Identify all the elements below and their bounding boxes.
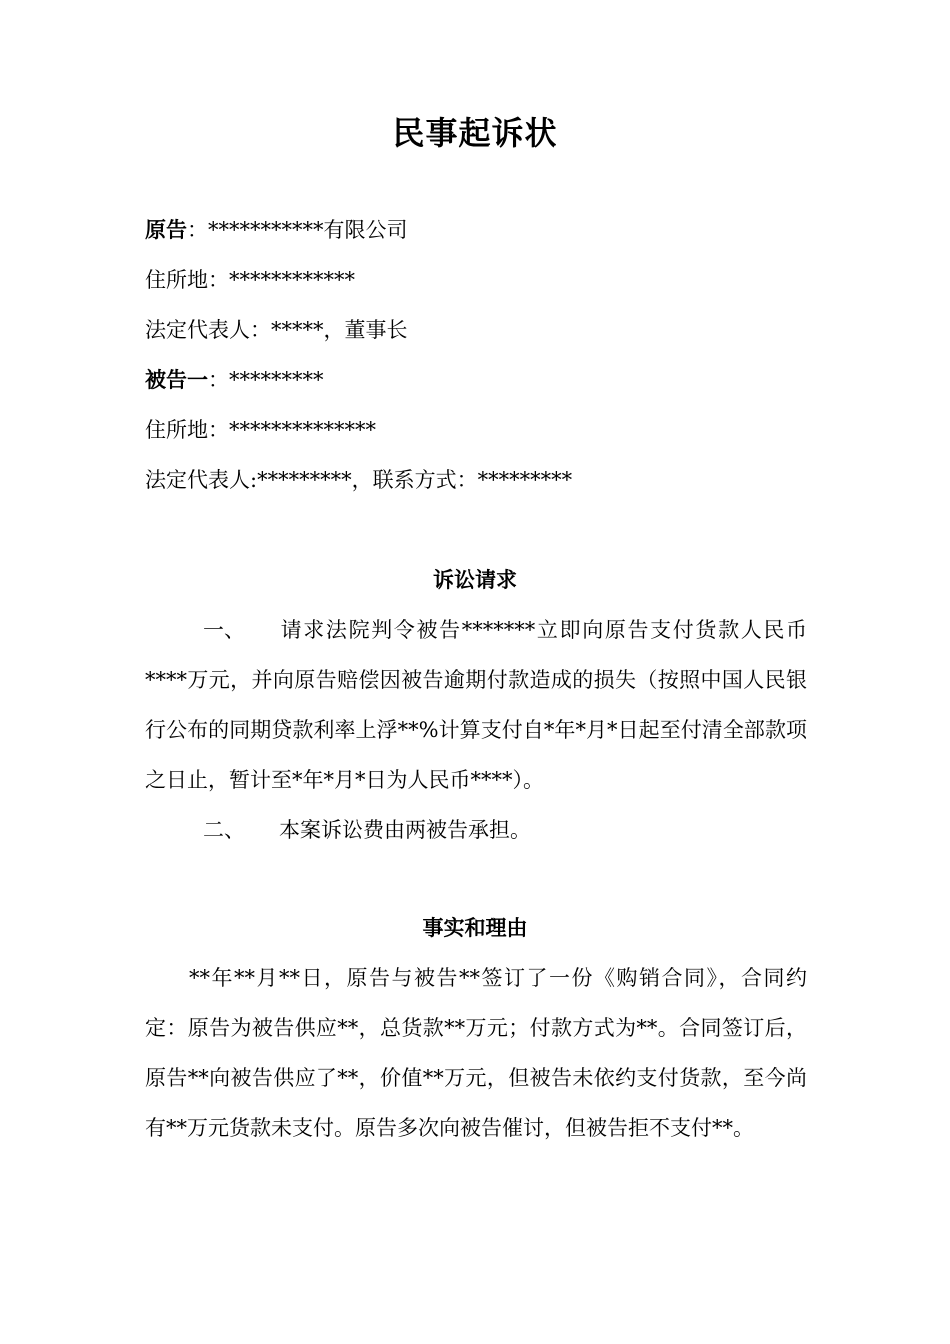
facts-text: **年**月**日，原告与被告**签订了一份《购销合同》，合同约定：原告为被告供应**，总货款**万元；付款方式为**。合同签订后，原告**向被告供应了**，价值**万元，但被告未依约支付货款，至今尚有**万元货款未支付。原告多次向被告催讨，但被告拒不支付**。 — [145, 966, 807, 1140]
defendant1-address-label: 住所地： — [145, 418, 229, 442]
defendant1-address-line — [145, 415, 845, 445]
plaintiff-address-value: ************ — [229, 268, 355, 292]
plaintiff-label: 原告 — [145, 217, 187, 242]
defendant1-rep-label: 法定代表人: — [145, 468, 258, 492]
plaintiff-line — [145, 215, 845, 245]
facts-heading: 事实和理由 — [422, 915, 528, 940]
defendant1-line — [145, 365, 845, 395]
defendant1-rep-line — [145, 465, 845, 495]
claim-item-1-number: 一、 — [203, 618, 245, 642]
defendant1-rep-value: *********，联系方式：********* — [257, 468, 573, 492]
claim-item-1 — [145, 605, 807, 805]
plaintiff-name: ***********有限公司 — [208, 218, 408, 242]
document-title: 民事起诉状 — [392, 114, 558, 152]
plaintiff-rep-value: *****，董事长 — [271, 318, 408, 342]
defendant1-sep: ： — [208, 368, 229, 392]
facts-paragraph — [145, 953, 807, 1153]
claim-item-2-number: 二、 — [203, 818, 245, 842]
defendant1-address-value: ************** — [229, 418, 376, 442]
claim-item-2 — [145, 805, 807, 855]
plaintiff-address-line — [145, 265, 845, 295]
plaintiff-rep-line — [145, 315, 845, 345]
plaintiff-address-label: 住所地： — [145, 268, 229, 292]
claim-item-1-text: 请求法院判令被告*******立即向原告支付货款人民币****万元，并向原告赔偿因被告逾期付款造成的损失（按照中国人民银行公布的同期贷款利率上浮**%计算支付自*年*月*日起至付清全部款项之日止，暂计至*年*月*日为人民币****）。 — [145, 618, 807, 792]
plaintiff-rep-label: 法定代表人： — [145, 318, 271, 342]
defendant1-label: 被告一 — [145, 367, 208, 392]
defendant1-name: ********* — [229, 368, 324, 392]
plaintiff-sep: ： — [187, 218, 208, 242]
claim-item-2-text: 本案诉讼费由两被告承担。 — [279, 818, 531, 842]
claims-heading: 诉讼请求 — [433, 567, 517, 592]
